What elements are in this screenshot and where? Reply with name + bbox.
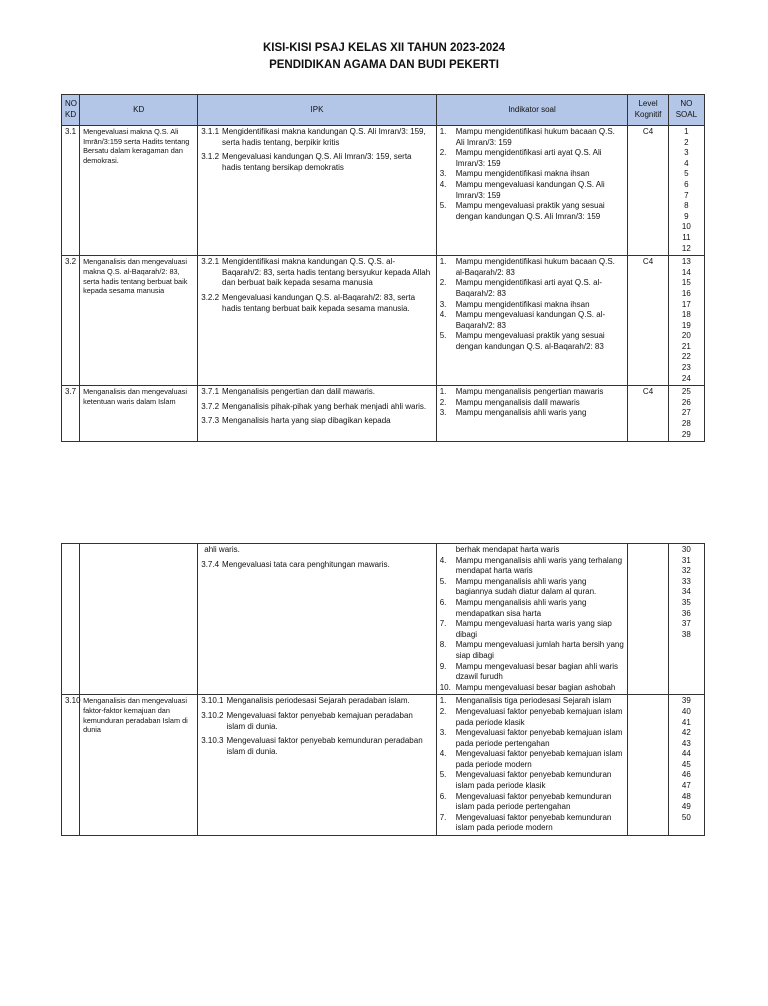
soal-number: 44	[681, 749, 691, 759]
soal-number: 4	[684, 158, 689, 168]
ipk-text: Mengevaluasi faktor penyebab kemajuan peradaban islam di dunia.	[226, 710, 413, 731]
soal-number: 8	[684, 201, 689, 211]
ipk-text: Mengidentifikasi makna kandungan Q.S. Q.S. al-Baqarah/2: 83, serta hadis tentang bersyukur kepada Allah dan berbuat baik kepada sesama manusia	[222, 257, 431, 288]
indikator-text: Mampu mengevaluasi kandungan Q.S. Ali Imran/3: 159	[455, 179, 605, 200]
kisi-kisi-table-page-1	[61, 94, 705, 442]
soal-number: 5	[684, 169, 689, 179]
indikator-item	[440, 556, 625, 577]
soal-number: 49	[681, 802, 691, 812]
kd-number-cell: 3.2	[62, 256, 80, 386]
indikator-item	[440, 278, 625, 299]
ipk-item	[201, 416, 432, 427]
kd-cell: Mengevaluasi makna Q.S. Ali Imrān/3:159 serta Hadits tentang Bersatu dalam keragaman dan demokrasi.	[80, 126, 198, 256]
indikator-item	[440, 408, 625, 419]
ipk-text: Mengevaluasi tata cara penghitungan mawaris.	[222, 559, 390, 569]
no-soal-cell	[668, 256, 704, 386]
indikator-text: Mampu menganalisis ahli waris yang	[455, 408, 587, 418]
indikator-item	[440, 310, 625, 331]
indikator-item	[440, 180, 625, 201]
indikator-cell	[436, 544, 628, 695]
indikator-cell	[436, 386, 628, 442]
indikator-number: 9.	[439, 661, 447, 671]
ipk-cell	[198, 386, 436, 442]
indikator-item	[440, 619, 625, 640]
soal-number: 39	[681, 696, 691, 706]
indikator-number: 1.	[439, 696, 447, 706]
soal-number: 30	[681, 545, 691, 554]
ipk-code: 3.7.4	[201, 559, 220, 569]
soal-number: 16	[681, 288, 691, 298]
kd-cell: Menganalisis dan mengevaluasi makna Q.S. al-Baqarah/2: 83, serta hadis tentang berbuat baik kepada sesama manusia	[80, 256, 198, 386]
ipk-item	[201, 545, 432, 556]
indikator-item	[440, 577, 625, 598]
ipk-code: 3.10.1	[201, 696, 224, 706]
ipk-item	[201, 293, 432, 314]
kd-cell	[80, 544, 198, 695]
ipk-text: Mengevaluasi kandungan Q.S. Ali Imran/3: 159, serta hadis tentang bersikap demokratis	[222, 152, 412, 172]
soal-number: 6	[684, 179, 689, 189]
soal-number: 14	[681, 267, 691, 277]
soal-number: 46	[681, 770, 691, 780]
kd-number-cell: 3.1	[62, 126, 80, 256]
ipk-item	[201, 711, 432, 732]
header-level: Level Kognitif	[628, 95, 668, 126]
indikator-item	[440, 545, 625, 556]
ipk-item	[201, 696, 432, 707]
soal-number: 20	[681, 331, 691, 341]
table-row	[62, 544, 705, 695]
soal-number: 9	[684, 211, 689, 221]
indikator-item	[440, 749, 625, 770]
soal-number: 13	[681, 257, 691, 267]
ipk-code: 3.7.1	[201, 387, 220, 397]
indikator-item	[440, 707, 625, 728]
indikator-item	[440, 387, 625, 398]
level-kognitif-cell	[628, 695, 668, 836]
indikator-text: Mampu menganalisis pengertian mawaris	[455, 387, 604, 397]
soal-number: 18	[681, 310, 691, 320]
indikator-text: Mengevaluasi faktor penyebab kemajuan islam pada periode klasik	[455, 706, 623, 727]
indikator-number: 3.	[439, 169, 447, 179]
ipk-code: 3.10.2	[201, 710, 224, 720]
level-kognitif-cell: C4	[628, 256, 668, 386]
ipk-text: Mengidentifikasi makna kandungan Q.S. Ali Imran/3: 159, serta hadis tentang, berpikir kritis	[222, 127, 426, 147]
indikator-item	[440, 127, 625, 148]
ipk-text: Menganalisis periodesasi Sejarah peradaban islam.	[226, 696, 410, 706]
kd-number-cell	[62, 544, 80, 695]
kd-cell: Menganalisis dan mengevaluasi ketentuan waris dalam Islam	[80, 386, 198, 442]
level-kognitif-cell: C4	[628, 386, 668, 442]
indikator-item	[440, 683, 625, 694]
indikator-text: Mampu mengidentifikasi arti ayat Q.S. Ali Imran/3: 159	[455, 148, 602, 168]
soal-number: 21	[681, 341, 691, 351]
indikator-item	[440, 696, 625, 707]
kisi-kisi-table-page-2	[61, 543, 705, 836]
indikator-text: Menganalisis tiga periodesasi Sejarah islam	[455, 696, 612, 706]
ipk-cell	[198, 544, 436, 695]
indikator-number: 4.	[439, 749, 447, 759]
indikator-number: 4.	[439, 310, 447, 320]
soal-number: 43	[681, 738, 691, 748]
indikator-text: Mampu mengevaluasi besar bagian ahli waris dzawil furudh	[455, 661, 619, 682]
indikator-number: 1.	[439, 127, 447, 136]
indikator-number: 6.	[439, 597, 447, 607]
table-header-row	[62, 95, 705, 126]
ipk-code: 3.1.1	[201, 127, 220, 136]
indikator-item	[440, 813, 625, 834]
soal-number: 33	[681, 576, 691, 586]
ipk-item	[201, 736, 432, 757]
ipk-cell	[198, 256, 436, 386]
soal-number: 10	[681, 222, 691, 232]
indikator-item	[440, 169, 625, 180]
document-title	[0, 40, 768, 74]
indikator-item	[440, 662, 625, 683]
indikator-number: 5.	[439, 331, 447, 341]
indikator-item	[440, 331, 625, 352]
indikator-text: Mampu menganalisis dalil mawaris	[455, 397, 580, 407]
ipk-item	[201, 257, 432, 289]
indikator-cell	[436, 695, 628, 836]
soal-number: 32	[681, 566, 691, 576]
no-soal-cell	[668, 695, 704, 836]
indikator-number: 5.	[439, 770, 447, 780]
soal-number: 48	[681, 791, 691, 801]
indikator-text: Mampu mengevaluasi kandungan Q.S. al-Baqarah/2: 83	[455, 310, 606, 330]
soal-number: 3	[684, 148, 689, 158]
kd-cell: Menganalisis dan mengevaluasi faktor-faktor kemajuan dan kemunduran peradaban Islam di dunia	[80, 695, 198, 836]
soal-number: 7	[684, 190, 689, 200]
no-soal-cell	[668, 126, 704, 256]
header-no-soal: NO SOAL	[668, 95, 704, 126]
soal-number: 38	[681, 629, 691, 639]
indikator-text: Mampu menganalisis ahli waris yang bagiannya sudah diatur dalam al quran.	[455, 576, 597, 597]
level-kognitif-cell	[628, 544, 668, 695]
soal-number: 34	[681, 587, 691, 597]
kd-number-cell: 3.10	[62, 695, 80, 836]
header-ipk: IPK	[198, 95, 436, 126]
ipk-code: 3.2.1	[201, 257, 220, 267]
indikator-number: 8.	[439, 640, 447, 650]
indikator-number: 5.	[439, 576, 447, 586]
indikator-text: Mampu mengidentifikasi hukum bacaan Q.S. al-Baqarah/2: 83	[455, 257, 615, 277]
soal-number: 37	[681, 619, 691, 629]
ipk-text: Menganalisis harta yang siap dibagikan kepada	[222, 416, 391, 426]
indikator-text: Mampu mengidentifikasi makna ihsan	[455, 299, 590, 309]
indikator-text: Mampu mengidentifikasi makna ihsan	[455, 169, 590, 179]
header-no-kd: NO KD	[62, 95, 80, 126]
indikator-item	[440, 770, 625, 791]
soal-number: 28	[681, 419, 691, 429]
indikator-text: Mampu mengevaluasi praktik yang sesuai dengan kandungan Q.S. al-Baqarah/2: 83	[455, 331, 605, 351]
title-line-1: KISI-KISI PSAJ KELAS XII TAHUN 2023-2024	[263, 42, 505, 54]
indikator-text: Mampu mengevaluasi praktik yang sesuai dengan kandungan Q.S. Ali Imran/3: 159	[455, 201, 605, 221]
ipk-code: 3.7.2	[201, 401, 220, 411]
soal-number: 36	[681, 608, 691, 618]
indikator-number: 10.	[439, 682, 451, 692]
soal-number: 29	[681, 429, 691, 439]
soal-number: 47	[681, 781, 691, 791]
soal-number: 31	[681, 555, 691, 565]
indikator-item	[440, 640, 625, 661]
ipk-item	[201, 402, 432, 413]
soal-number: 42	[681, 728, 691, 738]
header-kd: KD	[80, 95, 198, 126]
table-row	[62, 126, 705, 256]
ipk-text: Mengevaluasi kandungan Q.S. al-Baqarah/2: 83, serta hadis tentang berbuat baik kepada sesama manusia.	[222, 292, 416, 313]
indikator-text: Mampu mengidentifikasi hukum bacaan Q.S. Ali Imran/3: 159	[455, 127, 615, 147]
ipk-item	[201, 127, 432, 148]
ipk-item	[201, 560, 432, 571]
soal-number: 26	[681, 397, 691, 407]
title-line-2: PENDIDIKAN AGAMA DAN BUDI PEKERTI	[269, 59, 499, 71]
indikator-cell	[436, 256, 628, 386]
soal-number: 22	[681, 352, 691, 362]
level-kognitif-cell: C4	[628, 126, 668, 256]
indikator-number: 6.	[439, 791, 447, 801]
indikator-number: 7.	[439, 812, 447, 822]
ipk-text: Mengevaluasi faktor penyebab kemunduran peradaban islam di dunia.	[226, 736, 423, 756]
soal-number: 19	[681, 320, 691, 330]
indikator-text: Mengevaluasi faktor penyebab kemajuan islam pada periode pertengahan	[455, 728, 623, 748]
indikator-number: 2.	[439, 706, 447, 716]
soal-number: 15	[681, 278, 691, 288]
ipk-cell	[198, 126, 436, 256]
ipk-code: 3.7.3	[201, 416, 220, 426]
indikator-item	[440, 598, 625, 619]
ipk-code: 3.1.2	[201, 152, 220, 162]
indikator-item	[440, 792, 625, 813]
ipk-code: 3.2.2	[201, 292, 220, 302]
indikator-text: Mampu menganalisis ahli waris yang mendapatkan sisa harta	[455, 597, 587, 618]
soal-number: 2	[684, 137, 689, 147]
indikator-number: 2.	[439, 278, 447, 288]
ipk-item	[201, 387, 432, 398]
indikator-number: 4.	[439, 179, 447, 189]
indikator-number: 3.	[439, 408, 447, 418]
indikator-text: Mampu mengevaluasi harta waris yang siap dibagi	[455, 619, 612, 639]
indikator-text: Mampu mengevaluasi jumlah harta bersih yang siap dibagi	[455, 640, 624, 660]
indikator-number: 1.	[439, 387, 447, 397]
indikator-text: Mengevaluasi faktor penyebab kemajuan islam pada periode modern	[455, 749, 623, 769]
soal-number: 11	[682, 232, 691, 242]
ipk-text: Menganalisis pihak-pihak yang berhak menjadi ahli waris.	[222, 401, 427, 411]
indikator-number: 4.	[439, 555, 447, 565]
soal-number: 27	[681, 408, 691, 418]
indikator-item	[440, 201, 625, 222]
indikator-item	[440, 148, 625, 169]
indikator-text: berhak mendapat harta waris	[455, 545, 560, 554]
indikator-number: 2.	[439, 148, 447, 158]
indikator-text: Mengevaluasi faktor penyebab kemunduran islam pada periode pertengahan	[455, 791, 612, 812]
indikator-number: 3.	[439, 299, 447, 309]
soal-number: 50	[681, 812, 691, 822]
indikator-item	[440, 257, 625, 278]
ipk-text: Menganalisis pengertian dan dalil mawaris.	[222, 387, 376, 397]
no-soal-cell	[668, 386, 704, 442]
ipk-code: 3.10.3	[201, 736, 224, 746]
indikator-text: Mampu mengevaluasi besar bagian ashobah	[455, 682, 616, 692]
table-row	[62, 386, 705, 442]
indikator-number: 5.	[439, 201, 447, 211]
indikator-number	[440, 545, 456, 556]
ipk-item	[201, 152, 432, 173]
indikator-text: Mengevaluasi faktor penyebab kemunduran islam pada periode modern	[455, 812, 612, 833]
soal-number: 1	[684, 127, 689, 136]
indikator-item	[440, 300, 625, 311]
indikator-text: Mampu menganalisis ahli waris yang terhalang mendapat harta waris	[455, 555, 623, 576]
soal-number: 17	[681, 299, 691, 309]
soal-number: 12	[681, 243, 691, 253]
soal-number: 41	[681, 717, 691, 727]
table-row	[62, 256, 705, 386]
indikator-cell	[436, 126, 628, 256]
indikator-number: 1.	[439, 257, 447, 267]
soal-number: 23	[681, 363, 691, 373]
no-soal-cell	[668, 544, 704, 695]
soal-number: 25	[681, 387, 691, 397]
soal-number: 24	[681, 373, 691, 383]
indikator-item	[440, 398, 625, 409]
header-indikator: Indikator soal	[436, 95, 628, 126]
ipk-text: ahli waris.	[204, 545, 240, 554]
ipk-cell	[198, 695, 436, 836]
indikator-number: 3.	[439, 728, 447, 738]
soal-number: 45	[681, 759, 691, 769]
indikator-item	[440, 728, 625, 749]
indikator-text: Mengevaluasi faktor penyebab kemunduran islam pada periode klasik	[455, 770, 612, 791]
indikator-number: 2.	[439, 397, 447, 407]
kd-number-cell: 3.7	[62, 386, 80, 442]
indikator-number: 7.	[439, 619, 447, 629]
soal-number: 40	[681, 706, 691, 716]
soal-number: 35	[681, 597, 691, 607]
indikator-text: Mampu mengidentifikasi arti ayat Q.S. al-Baqarah/2: 83	[455, 278, 602, 298]
table-row	[62, 695, 705, 836]
